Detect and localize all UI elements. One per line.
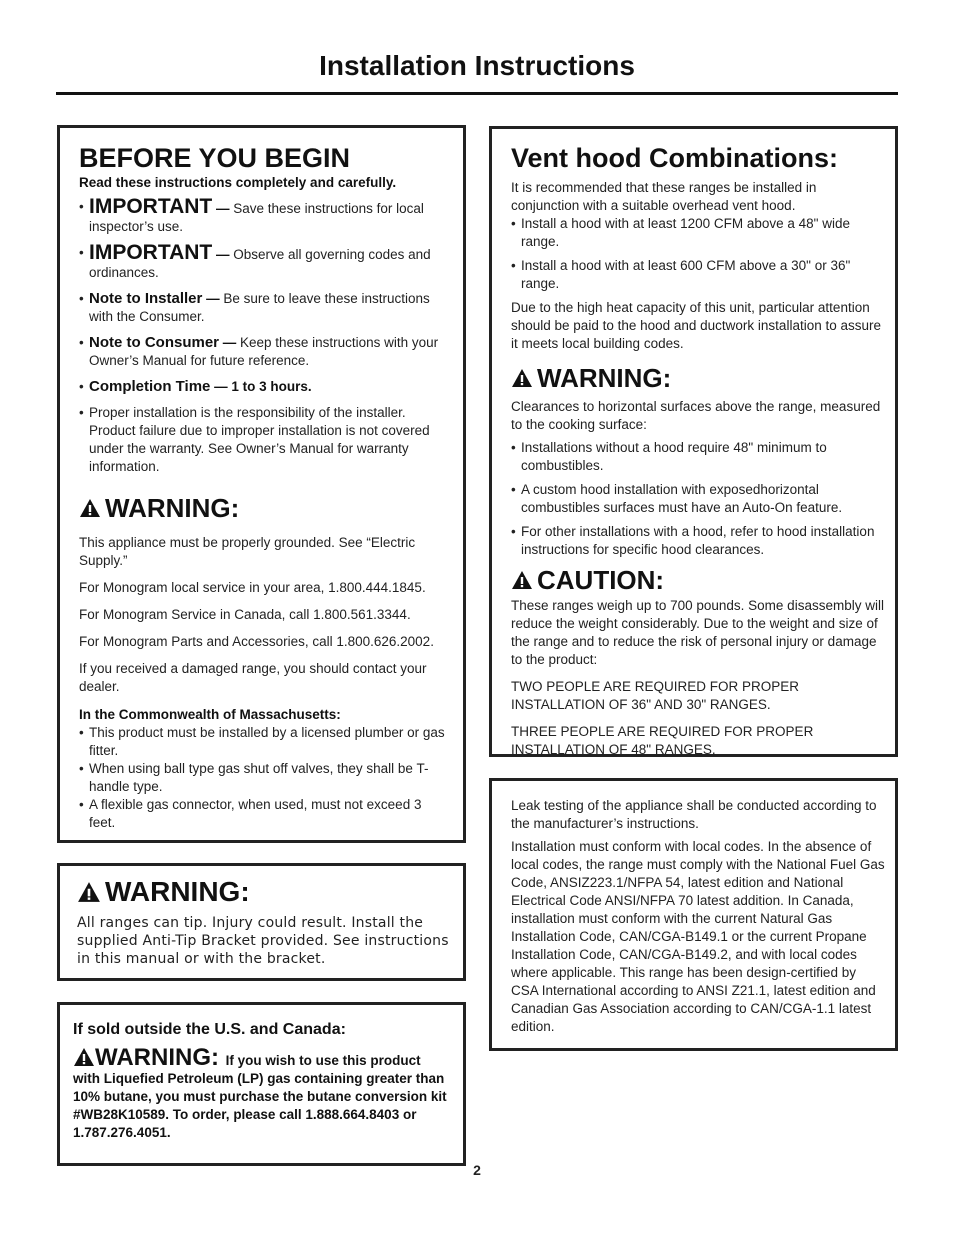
tip-warning-box xyxy=(57,863,466,981)
caution-triangle-icon xyxy=(511,570,533,590)
warning-para: This appliance must be properly grounded. See “Electric Supply.” xyxy=(79,535,416,568)
outside-heading: If sold outside the U.S. and Canada: xyxy=(73,1021,346,1038)
list-item xyxy=(511,481,885,517)
bullet-icon: • xyxy=(79,335,84,350)
item-text: A flexible gas connector, when used, must not exceed 3 feet. xyxy=(89,797,422,830)
bullet-icon: • xyxy=(79,379,84,394)
item-text: Installations without a hood require 48" minimum to combustibles. xyxy=(521,440,827,473)
dash: — xyxy=(202,291,224,306)
dash: — xyxy=(210,379,232,394)
bullet-icon: • xyxy=(79,405,84,420)
bullet-icon: • xyxy=(79,761,84,776)
item-text: Save these instructions for local inspector’s use. xyxy=(89,201,424,234)
caution-para: THREE PEOPLE ARE REQUIRED FOR PROPER INSTALLATION OF 48" RANGES. xyxy=(511,724,814,757)
list-item xyxy=(79,334,451,370)
vent-hood-box xyxy=(489,126,898,757)
item-text: A custom hood installation with exposedhorizontal combustibles surfaces must have an Auto-On feature. xyxy=(521,482,843,515)
list-item xyxy=(79,760,451,796)
bullet-icon: • xyxy=(79,245,84,260)
massachusetts-heading: In the Commonwealth of Massachusetts: xyxy=(79,707,341,722)
important-lead: IMPORTANT xyxy=(89,195,213,218)
page-number: 2 xyxy=(473,1162,481,1178)
bullet-icon: • xyxy=(511,258,516,273)
dash: — xyxy=(212,247,234,262)
list-item xyxy=(511,215,885,251)
warning-heading xyxy=(511,362,885,394)
item-text: For other installations with a hood, refer to hood installation instructions for specific hood clearances. xyxy=(521,524,875,557)
list-item xyxy=(511,523,885,559)
item-text: This product must be installed by a licensed plumber or gas fitter. xyxy=(89,725,445,758)
bullet-icon: • xyxy=(511,524,516,539)
vent-note: Due to the high heat capacity of this unit, particular attention should be paid to the hood and ductwork installation to assure it meets local building codes. xyxy=(511,300,881,351)
bullet-icon: • xyxy=(79,199,84,214)
warning-heading xyxy=(73,1044,226,1071)
list-item xyxy=(79,724,451,760)
item-text: Keep these instructions with your Owner’s Manual for future reference. xyxy=(89,335,439,368)
dash: — xyxy=(219,335,241,350)
warning-label: WARNING: xyxy=(105,493,240,523)
before-subtitle: Read these instructions completely and carefully. xyxy=(79,175,397,190)
caution-para: TWO PEOPLE ARE REQUIRED FOR PROPER INSTALLATION OF 36" AND 30" RANGES. xyxy=(511,679,800,712)
warning-label: WARNING: xyxy=(105,876,250,907)
vent-intro: It is recommended that these ranges be installed in conjunction with a suitable overhead vent hood. xyxy=(511,180,817,213)
list-item xyxy=(79,195,451,236)
list-item xyxy=(79,378,451,396)
warning-heading xyxy=(79,492,451,524)
caution-text: These ranges weigh up to 700 pounds. Some disassembly will reduce the weight considerably. Due to the weight and size of the range and to reduce the risk of personal injury or damage to the product: xyxy=(511,598,884,667)
leak-testing-box xyxy=(489,778,898,1051)
warning-label: WARNING: xyxy=(95,1044,219,1071)
item-text: Install a hood with at least 600 CFM above a 30" or 36" range. xyxy=(521,258,851,291)
warning-heading xyxy=(77,874,449,910)
item-lead: Completion Time xyxy=(89,378,211,395)
outside-warning-text xyxy=(73,1044,451,1142)
bullet-icon: • xyxy=(79,725,84,740)
outside-text: If you wish to use this product with Liquefied Petroleum (LP) gas containing greater than 10% butane, you must purchase the butane conversion kit #WB28K10589. To order, please call 1.888.664.8403 or 1.787.276.4051. xyxy=(73,1053,447,1140)
bullet-icon: • xyxy=(511,440,516,455)
bullet-icon: • xyxy=(511,482,516,497)
bullet-icon: • xyxy=(79,291,84,306)
warning-triangle-icon xyxy=(511,368,533,388)
warning-para: If you received a damaged range, you should contact your dealer. xyxy=(79,661,427,694)
list-item xyxy=(79,290,451,326)
list-item xyxy=(79,404,451,476)
warning-triangle-icon xyxy=(79,498,101,518)
item-text: Be sure to leave these instructions with the Consumer. xyxy=(89,291,430,324)
dash: — xyxy=(212,201,234,216)
item-text: Proper installation is the responsibility of the installer. Product failure due to improper installation is not covered under the warranty. See Owner’s Manual for warranty information. xyxy=(89,405,430,474)
list-item xyxy=(79,796,451,832)
title-rule xyxy=(56,92,898,95)
item-text: Install a hood with at least 1200 CFM above a 48" wide range. xyxy=(521,216,850,249)
tip-text: All ranges can tip. Injury could result. Install the supplied Anti-Tip Bracket provided. See instructions in this manual or with the bracket. xyxy=(77,915,449,967)
item-text: Observe all governing codes and ordinances. xyxy=(89,247,431,280)
warning-label: WARNING: xyxy=(537,363,672,393)
caution-heading xyxy=(511,565,885,595)
warning-para: For Monogram Parts and Accessories, call 1.800.626.2002. xyxy=(79,634,434,649)
warning-para: For Monogram Service in Canada, call 1.800.561.3344. xyxy=(79,607,411,622)
item-lead: Note to Installer xyxy=(89,290,203,307)
item-lead: Note to Consumer xyxy=(89,334,220,351)
bullet-icon: • xyxy=(511,216,516,231)
important-lead: IMPORTANT xyxy=(89,241,213,264)
warning-triangle-icon xyxy=(77,881,101,903)
before-you-begin-box xyxy=(57,125,466,843)
list-item xyxy=(79,241,451,282)
warning-intro: Clearances to horizontal surfaces above the range, measured to the cooking surface: xyxy=(511,399,881,432)
list-item xyxy=(511,257,885,293)
page-title: Installation Instructions xyxy=(319,50,635,81)
before-title: BEFORE YOU BEGIN xyxy=(79,143,351,173)
item-text: When using ball type gas shut off valves, they shall be T-handle type. xyxy=(89,761,429,794)
list-item xyxy=(511,439,885,475)
caution-label: CAUTION: xyxy=(537,565,665,595)
outside-us-box xyxy=(57,1002,466,1166)
bullet-icon: • xyxy=(79,797,84,812)
warning-para: For Monogram local service in your area, 1.800.444.1845. xyxy=(79,580,426,595)
warning-triangle-icon xyxy=(73,1047,95,1067)
leak-para: Installation must conform with local codes. In the absence of local codes, the range must comply with the National Fuel Gas Code, ANSIZ223.1/NFPA 54, latest edition and National Electrical Code ANSI/NFPA 70 latest addition. In Canada, installation must conform with the current Natural Gas Installation Code, CAN/CGA-B149.1 or the current Propane Installation Code, CAN/CGA-B149.2, and with local codes where applicable. This range has been design-certified by CSA International according to ANSI Z21.1, latest edition and Canadian Gas Association according to CAN/CGA-1.1 latest edition. xyxy=(511,839,885,1034)
item-text: 1 to 3 hours. xyxy=(231,379,312,394)
vent-title: Vent hood Combinations: xyxy=(511,143,838,173)
leak-para: Leak testing of the appliance shall be conducted according to the manufacturer’s instructions. xyxy=(511,798,877,831)
